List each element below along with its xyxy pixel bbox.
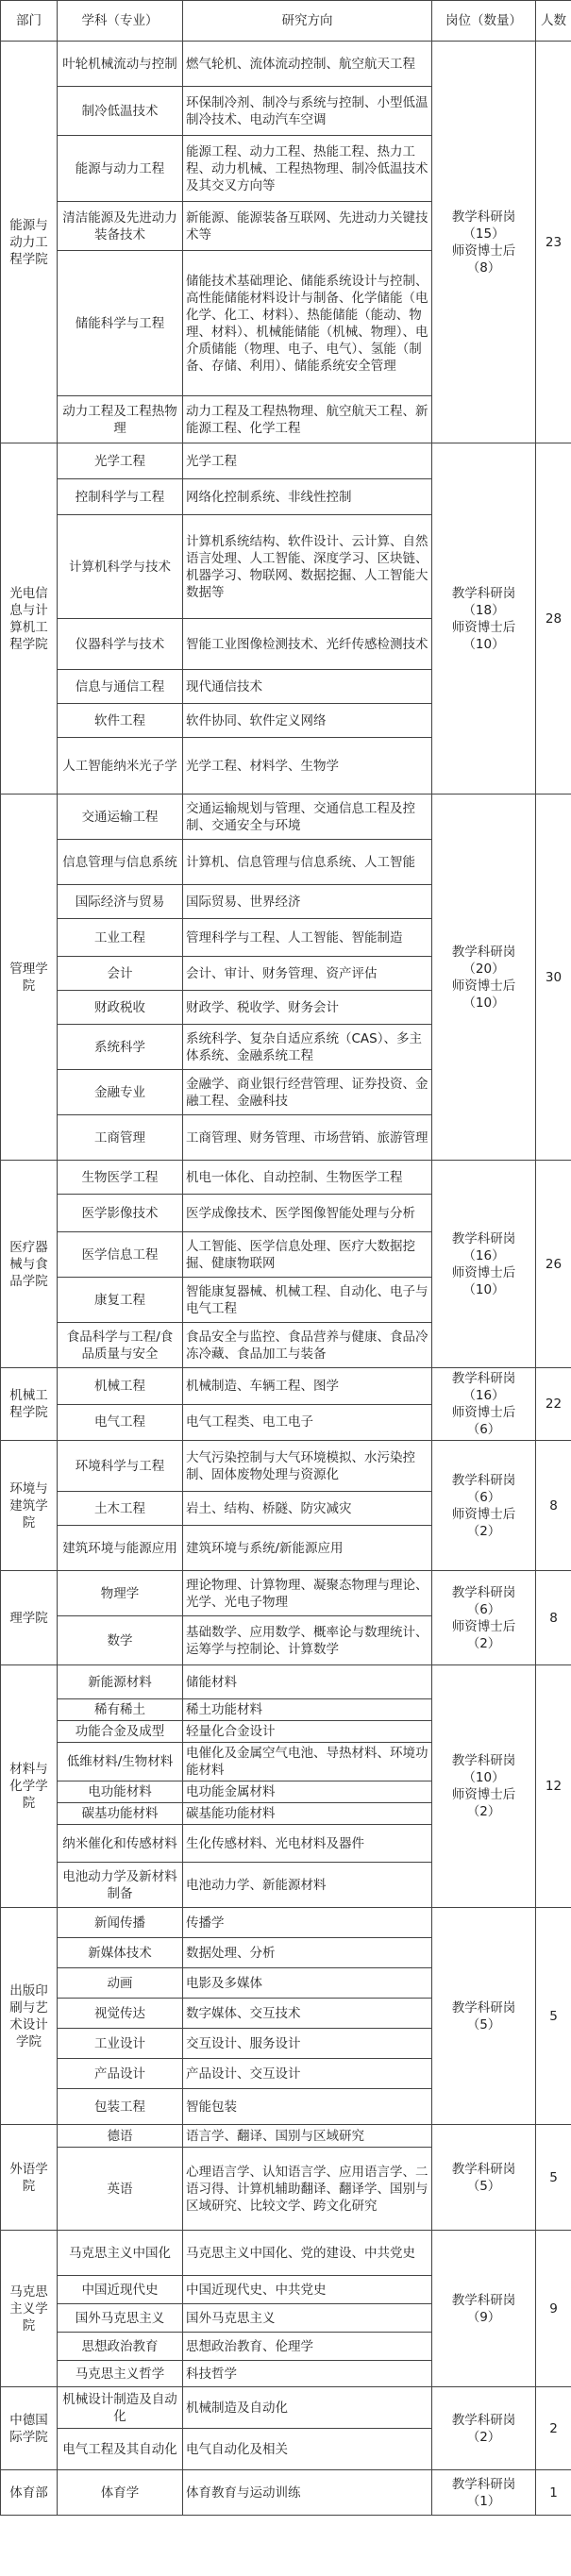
direction-cell: 电池动力学、新能源材料 <box>183 1863 432 1908</box>
subject-cell: 动力工程及工程热物理 <box>58 396 183 443</box>
direction-cell: 光学工程、材料学、生物学 <box>183 738 432 795</box>
direction-cell: 大气污染控制与大气环境模拟、水污染控制、固体废物处理与资源化 <box>183 1441 432 1492</box>
headcount-cell: 28 <box>536 443 571 795</box>
post-quantity: （9） <box>466 2309 501 2325</box>
post-label: 教学科研岗 <box>451 944 516 960</box>
direction-cell: 岩土、结构、桥隧、防灾减灾 <box>183 1492 432 1526</box>
post-label: 教学科研岗 <box>451 1584 516 1600</box>
post-quantity: （5） <box>466 2016 501 2032</box>
direction-cell: 科技哲学 <box>183 2361 432 2387</box>
department-cell: 管理学院 <box>1 795 58 1161</box>
post-quantity: （2） <box>466 1804 501 1819</box>
direction-cell: 产品设计、交互设计 <box>183 2059 432 2089</box>
subject-cell: 土木工程 <box>58 1492 183 1526</box>
direction-cell: 环保制冷剂、制冷与系统与控制、小型低温制冷技术、电动汽车空调 <box>183 87 432 136</box>
subject-cell: 数学 <box>58 1616 183 1665</box>
header-subject: 学科（专业） <box>58 1 183 42</box>
direction-cell: 心理语言学、认知语言学、应用语言学、二语习得、计算机辅助翻译、翻译学、国别与区域研究、比较文学、跨文化研究 <box>183 2148 432 2231</box>
subject-cell: 会计 <box>58 957 183 991</box>
direction-cell: 计算机系统结构、软件设计、云计算、自然语言处理、人工智能、深度学习、区块链、机器学习、物联网、数据挖掘、人工智能大数据等 <box>183 515 432 619</box>
post-quantity: （16） <box>462 1247 505 1263</box>
post-cell <box>432 2470 536 2516</box>
department-cell: 外语学院 <box>1 2125 58 2231</box>
subject-cell: 仪器科学与技术 <box>58 619 183 670</box>
subject-cell: 马克思主义中国化 <box>58 2231 183 2276</box>
headcount-cell: 2 <box>536 2387 571 2470</box>
subject-cell: 控制科学与工程 <box>58 479 183 515</box>
department-cell: 医疗器械与食品学院 <box>1 1161 58 1368</box>
direction-cell: 数字媒体、交互技术 <box>183 1999 432 2029</box>
direction-cell: 马克思主义中国化、党的建设、中共党史 <box>183 2231 432 2276</box>
direction-cell: 电功能金属材料 <box>183 1781 432 1803</box>
post-label: 师资博士后 <box>451 1506 516 1522</box>
post-label: 师资博士后 <box>451 1618 516 1634</box>
post-quantity: （16） <box>462 1388 505 1403</box>
subject-cell: 信息管理与信息系统 <box>58 840 183 885</box>
direction-cell: 机电一体化、自动控制、生物医学工程 <box>183 1161 432 1195</box>
subject-cell: 德语 <box>58 2125 183 2148</box>
subject-cell: 国际经济与贸易 <box>58 885 183 919</box>
post-cell <box>432 1908 536 2125</box>
subject-cell: 环境科学与工程 <box>58 1441 183 1492</box>
headcount-cell: 1 <box>536 2470 571 2516</box>
subject-cell: 视觉传达 <box>58 1999 183 2029</box>
direction-cell: 建筑环境与系统/新能源应用 <box>183 1526 432 1571</box>
subject-cell: 低维材料/生物材料 <box>58 1743 183 1781</box>
subject-cell: 电气工程 <box>58 1404 183 1441</box>
header-count: 人数 <box>536 1 571 42</box>
direction-cell: 语言学、翻译、国别与区域研究 <box>183 2125 432 2148</box>
header-direction: 研究方向 <box>183 1 432 42</box>
post-label: 教学科研岗 <box>451 585 516 601</box>
subject-cell: 康复工程 <box>58 1278 183 1323</box>
post-label: 教学科研岗 <box>451 1999 516 2016</box>
direction-cell: 新能源、能源装备互联网、先进动力关键技术等 <box>183 202 432 251</box>
direction-cell: 国外马克思主义 <box>183 2304 432 2333</box>
direction-cell: 思想政治教育、伦理学 <box>183 2333 432 2361</box>
post-cell <box>432 2125 536 2231</box>
table-row <box>1 42 571 87</box>
direction-cell: 动力工程及工程热物理、航空航天工程、新能源工程、化学工程 <box>183 396 432 443</box>
direction-cell: 数据处理、分析 <box>183 1938 432 1968</box>
post-cell <box>432 1161 536 1368</box>
subject-cell: 生物医学工程 <box>58 1161 183 1195</box>
headcount-cell: 22 <box>536 1368 571 1441</box>
post-label: 师资博士后 <box>451 1787 516 1802</box>
direction-cell: 理论物理、计算物理、凝聚态物理与理论、光学、光电子物理 <box>183 1571 432 1616</box>
subject-cell: 纳米催化和传感材料 <box>58 1825 183 1863</box>
table-row <box>1 1441 571 1492</box>
subject-cell: 英语 <box>58 2148 183 2231</box>
subject-cell: 工商管理 <box>58 1115 183 1161</box>
direction-cell: 光学工程 <box>183 443 432 479</box>
post-quantity: （6） <box>466 1489 501 1505</box>
department-cell: 材料与化学学院 <box>1 1665 58 1908</box>
headcount-cell: 30 <box>536 795 571 1161</box>
direction-cell: 稀土功能材料 <box>183 1699 432 1721</box>
headcount-cell: 9 <box>536 2231 571 2387</box>
headcount-cell: 5 <box>536 1908 571 2125</box>
post-label: 教学科研岗 <box>451 2161 516 2177</box>
subject-cell: 电气工程及其自动化 <box>58 2429 183 2470</box>
subject-cell: 中国近现代史 <box>58 2276 183 2304</box>
post-quantity: （10） <box>462 1770 505 1785</box>
post-cell <box>432 1441 536 1571</box>
post-quantity: （18） <box>462 602 505 618</box>
department-cell: 出版印刷与艺术设计学院 <box>1 1908 58 2125</box>
table-row <box>1 2125 571 2148</box>
post-label: 师资博士后 <box>451 243 516 259</box>
direction-cell: 基础数学、应用数学、概率论与数理统计、运筹学与控制论、计算数学 <box>183 1616 432 1665</box>
post-quantity: （2） <box>466 1523 501 1539</box>
subject-cell: 电功能材料 <box>58 1781 183 1803</box>
table-row <box>1 2470 571 2516</box>
post-quantity: （10） <box>462 995 505 1011</box>
direction-cell: 燃气轮机、流体流动控制、航空航天工程 <box>183 42 432 87</box>
subject-cell: 碳基功能材料 <box>58 1803 183 1825</box>
department-cell: 体育部 <box>1 2470 58 2516</box>
post-label: 教学科研岗 <box>451 1753 516 1768</box>
headcount-cell: 26 <box>536 1161 571 1368</box>
direction-cell: 食品安全与监控、食品营养与健康、食品冷冻冷藏、食品加工与装备 <box>183 1323 432 1368</box>
post-quantity: （1） <box>466 2493 501 2509</box>
subject-cell: 信息与通信工程 <box>58 670 183 704</box>
subject-cell: 新媒体技术 <box>58 1938 183 1968</box>
post-quantity: （20） <box>462 961 505 977</box>
post-label: 师资博士后 <box>451 1405 516 1420</box>
direction-cell: 机械制造、车辆工程、图学 <box>183 1368 432 1405</box>
direction-cell: 医学成像技术、医学图像智能处理与分析 <box>183 1195 432 1232</box>
direction-cell: 管理科学与工程、人工智能、智能制造 <box>183 919 432 957</box>
direction-cell: 电影及多媒体 <box>183 1968 432 1999</box>
subject-cell: 稀有稀土 <box>58 1699 183 1721</box>
post-quantity: （2） <box>466 1635 501 1651</box>
table-row <box>1 1368 571 1405</box>
department-cell: 理学院 <box>1 1571 58 1665</box>
subject-cell: 叶轮机械流动与控制 <box>58 42 183 87</box>
post-label: 师资博士后 <box>451 619 516 635</box>
headcount-cell: 23 <box>536 42 571 443</box>
direction-cell: 机械制造及自动化 <box>183 2387 432 2429</box>
direction-cell: 碳基能功能材料 <box>183 1803 432 1825</box>
subject-cell: 机械工程 <box>58 1368 183 1405</box>
subject-cell: 体育学 <box>58 2470 183 2516</box>
post-label: 教学科研岗 <box>451 1371 516 1386</box>
post-label: 师资博士后 <box>451 978 516 994</box>
post-label: 教学科研岗 <box>451 209 516 225</box>
post-cell <box>432 795 536 1161</box>
direction-cell: 交互设计、服务设计 <box>183 2029 432 2059</box>
post-label: 教学科研岗 <box>451 2292 516 2308</box>
post-quantity: （2） <box>466 2429 501 2445</box>
post-quantity: （6） <box>466 1601 501 1617</box>
direction-cell: 智能包装 <box>183 2089 432 2125</box>
direction-cell: 财政学、税收学、财务会计 <box>183 991 432 1025</box>
subject-cell: 系统科学 <box>58 1025 183 1070</box>
department-cell: 光电信息与计算机工程学院 <box>1 443 58 795</box>
post-cell <box>432 1368 536 1441</box>
direction-cell: 传播学 <box>183 1908 432 1938</box>
headcount-cell: 8 <box>536 1441 571 1571</box>
post-cell <box>432 1665 536 1908</box>
subject-cell: 电池动力学及新材料制备 <box>58 1863 183 1908</box>
subject-cell: 交通运输工程 <box>58 795 183 840</box>
headcount-cell: 8 <box>536 1571 571 1665</box>
subject-cell: 人工智能纳米光子学 <box>58 738 183 795</box>
table-row <box>1 2387 571 2429</box>
direction-cell: 轻量化合金设计 <box>183 1721 432 1743</box>
department-cell: 环境与建筑学院 <box>1 1441 58 1571</box>
post-label: 教学科研岗 <box>451 1472 516 1488</box>
direction-cell: 电气工程类、电工电子 <box>183 1404 432 1441</box>
subject-cell: 国外马克思主义 <box>58 2304 183 2333</box>
subject-cell: 动画 <box>58 1968 183 1999</box>
direction-cell: 金融学、商业银行经营管理、证券投资、金融工程、金融科技 <box>183 1070 432 1115</box>
direction-cell: 网络化控制系统、非线性控制 <box>183 479 432 515</box>
header-row <box>1 1 571 42</box>
subject-cell: 工业工程 <box>58 919 183 957</box>
post-label: 教学科研岗 <box>451 2476 516 2492</box>
subject-cell: 功能合金及成型 <box>58 1721 183 1743</box>
subject-cell: 建筑环境与能源应用 <box>58 1526 183 1571</box>
subject-cell: 制冷低温技术 <box>58 87 183 136</box>
direction-cell: 储能技术基础理论、储能系统设计与控制、高性能储能材料设计与制备、化学储能（电化学、化工、材料）、热能储能（能动、物理、材料）、机械能储能（机械、物理）、电介质储能（物理、电子、电气）、氢能（制备、存储、利用）、储能系统安全管理 <box>183 251 432 396</box>
direction-cell: 智能工业图像检测技术、光纤传感检测技术 <box>183 619 432 670</box>
direction-cell: 人工智能、医学信息处理、医疗大数据挖掘、健康物联网 <box>183 1232 432 1278</box>
subject-cell: 新闻传播 <box>58 1908 183 1938</box>
post-label: 教学科研岗 <box>451 1230 516 1246</box>
subject-cell: 产品设计 <box>58 2059 183 2089</box>
department-cell: 马克思主义学院 <box>1 2231 58 2387</box>
subject-cell: 金融专业 <box>58 1070 183 1115</box>
subject-cell: 财政税收 <box>58 991 183 1025</box>
table-row <box>1 795 571 840</box>
subject-cell: 思想政治教育 <box>58 2333 183 2361</box>
direction-cell: 会计、审计、财务管理、资产评估 <box>183 957 432 991</box>
direction-cell: 软件协同、软件定义网络 <box>183 704 432 738</box>
direction-cell: 能源工程、动力工程、热能工程、热力工程、动力机械、工程热物理、制冷低温技术及其交叉方向等 <box>183 136 432 202</box>
subject-cell: 清洁能源及先进动力装备技术 <box>58 202 183 251</box>
direction-cell: 电催化及金属空气电池、导热材料、环境功能材料 <box>183 1743 432 1781</box>
post-cell <box>432 2387 536 2470</box>
post-cell <box>432 42 536 443</box>
direction-cell: 中国近现代史、中共党史 <box>183 2276 432 2304</box>
direction-cell: 生化传感材料、光电材料及器件 <box>183 1825 432 1863</box>
subject-cell: 光学工程 <box>58 443 183 479</box>
direction-cell: 现代通信技术 <box>183 670 432 704</box>
subject-cell: 马克思主义哲学 <box>58 2361 183 2387</box>
post-quantity: （15） <box>462 226 505 242</box>
subject-cell: 包装工程 <box>58 2089 183 2125</box>
post-quantity: （10） <box>462 1281 505 1297</box>
header-post: 岗位（数量） <box>432 1 536 42</box>
subject-cell: 物理学 <box>58 1571 183 1616</box>
direction-cell: 工商管理、财务管理、市场营销、旅游管理 <box>183 1115 432 1161</box>
post-quantity: （10） <box>462 636 505 652</box>
headcount-cell: 12 <box>536 1665 571 1908</box>
direction-cell: 国际贸易、世界经济 <box>183 885 432 919</box>
post-cell <box>432 443 536 795</box>
direction-cell: 储能材料 <box>183 1665 432 1699</box>
subject-cell: 软件工程 <box>58 704 183 738</box>
post-quantity: （6） <box>466 1422 501 1437</box>
table-row <box>1 443 571 479</box>
subject-cell: 能源与动力工程 <box>58 136 183 202</box>
subject-cell: 机械设计制造及自动化 <box>58 2387 183 2429</box>
direction-cell: 体育教育与运动训练 <box>183 2470 432 2516</box>
direction-cell: 计算机、信息管理与信息系统、人工智能 <box>183 840 432 885</box>
subject-cell: 医学影像技术 <box>58 1195 183 1232</box>
post-cell <box>432 1571 536 1665</box>
direction-cell: 交通运输规划与管理、交通信息工程及控制、交通安全与环境 <box>183 795 432 840</box>
department-cell: 能源与动力工程学院 <box>1 42 58 443</box>
table-row <box>1 1908 571 1938</box>
subject-cell: 工业设计 <box>58 2029 183 2059</box>
subject-cell: 计算机科学与技术 <box>58 515 183 619</box>
table-row <box>1 2231 571 2276</box>
table-body <box>1 42 571 2516</box>
table-row <box>1 1665 571 1699</box>
direction-cell: 电气自动化及相关 <box>183 2429 432 2470</box>
direction-cell: 系统科学、复杂自适应系统（CAS）、多主体系统、金融系统工程 <box>183 1025 432 1070</box>
department-cell: 中德国际学院 <box>1 2387 58 2470</box>
direction-cell: 智能康复器械、机械工程、自动化、电子与电气工程 <box>183 1278 432 1323</box>
post-label: 教学科研岗 <box>451 2412 516 2428</box>
subject-cell: 储能科学与工程 <box>58 251 183 396</box>
table-row <box>1 1161 571 1195</box>
post-cell <box>432 2231 536 2387</box>
subject-cell: 医学信息工程 <box>58 1232 183 1278</box>
headcount-cell: 5 <box>536 2125 571 2231</box>
header-dept: 部门 <box>1 1 58 42</box>
post-quantity: （8） <box>466 259 501 276</box>
subject-cell: 食品科学与工程/食品质量与安全 <box>58 1323 183 1368</box>
department-cell: 机械工程学院 <box>1 1368 58 1441</box>
post-quantity: （5） <box>466 2178 501 2194</box>
subject-cell: 新能源材料 <box>58 1665 183 1699</box>
table-row <box>1 1571 571 1616</box>
post-label: 师资博士后 <box>451 1264 516 1280</box>
